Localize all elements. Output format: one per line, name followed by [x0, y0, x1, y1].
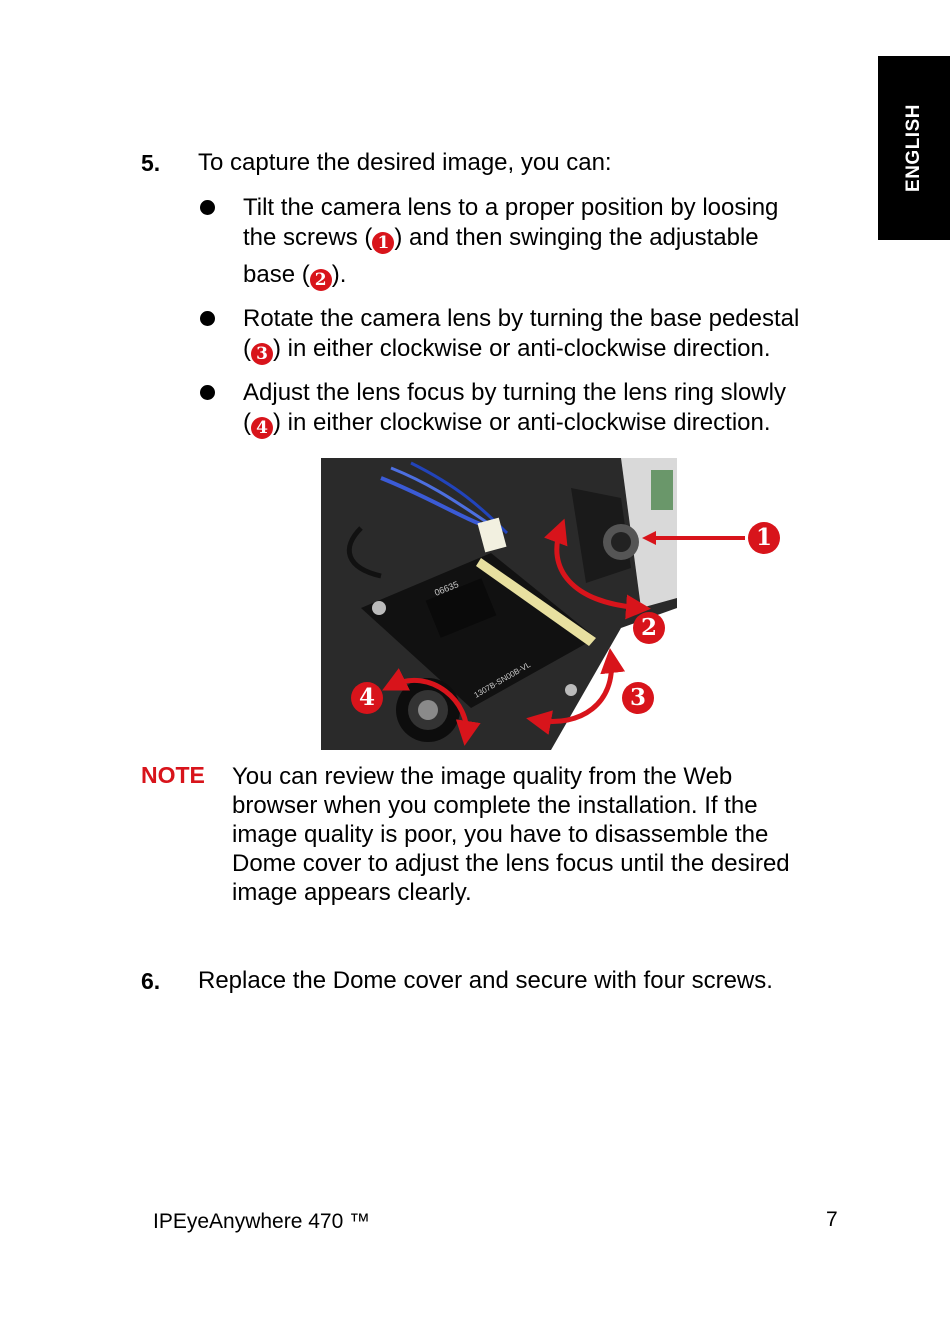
bullet-2 [243, 304, 853, 365]
footer-page-number: 7 [826, 1208, 838, 1231]
note-line: image appears clearly. [232, 879, 472, 906]
note-line: Dome cover to adjust the lens focus until the desired [232, 850, 790, 877]
badge-1: 1 [372, 232, 394, 254]
bullet-3-line-2: ( 4 ) in either clockwise or anti-clockwise direction. [243, 409, 771, 438]
note-line: You can review the image quality from the Web [232, 763, 733, 790]
step-5-intro: To capture the desired image, you can: [198, 149, 612, 176]
note-line: image quality is poor, you have to disassemble the [232, 821, 769, 848]
note-line: browser when you complete the installation. If the [232, 792, 758, 819]
language-tab [878, 56, 950, 240]
bullet-2-line-1: Rotate the camera lens by turning the base pedestal [243, 305, 800, 332]
step-6-text: Replace the Dome cover and secure with four screws. [198, 967, 773, 994]
note-text [232, 762, 790, 907]
callout-1-leader-arrow [640, 528, 750, 548]
badge-2: 2 [310, 269, 332, 291]
note-label: NOTE [141, 762, 205, 788]
bullet-3 [243, 378, 853, 439]
bullet-dot [200, 200, 215, 215]
bullet-1-line-3: base ( 2 ). [243, 261, 347, 290]
language-tab-label: ENGLISH [903, 104, 924, 192]
step-6-number: 6. [141, 968, 161, 994]
bullet-dot [200, 385, 215, 400]
callout-3: 3 [622, 682, 654, 714]
bullet-1-line-1: Tilt the camera lens to a proper position by loosing [243, 194, 779, 221]
badge-4: 4 [251, 417, 273, 439]
bullet-dot [200, 311, 215, 326]
footer-product-name: IPEyeAnywhere 470 ™ [153, 1210, 371, 1233]
svg-text:06635: 06635 [433, 579, 460, 598]
bullet-3-line-1: Adjust the lens focus by turning the lens ring slowly [243, 379, 786, 406]
callout-1: 1 [748, 522, 780, 554]
svg-text:1307B-SN00B-VL: 1307B-SN00B-VL [472, 660, 533, 700]
bullet-2-line-2: ( 3 ) in either clockwise or anti-clockwise direction. [243, 335, 771, 364]
bullet-1 [243, 193, 853, 291]
bullet-1-line-2: the screws ( 1 ) and then swinging the adjustable [243, 224, 759, 253]
badge-3: 3 [251, 343, 273, 365]
callout-4: 4 [351, 682, 383, 714]
callout-2: 2 [633, 612, 665, 644]
step-5-number: 5. [141, 150, 161, 176]
